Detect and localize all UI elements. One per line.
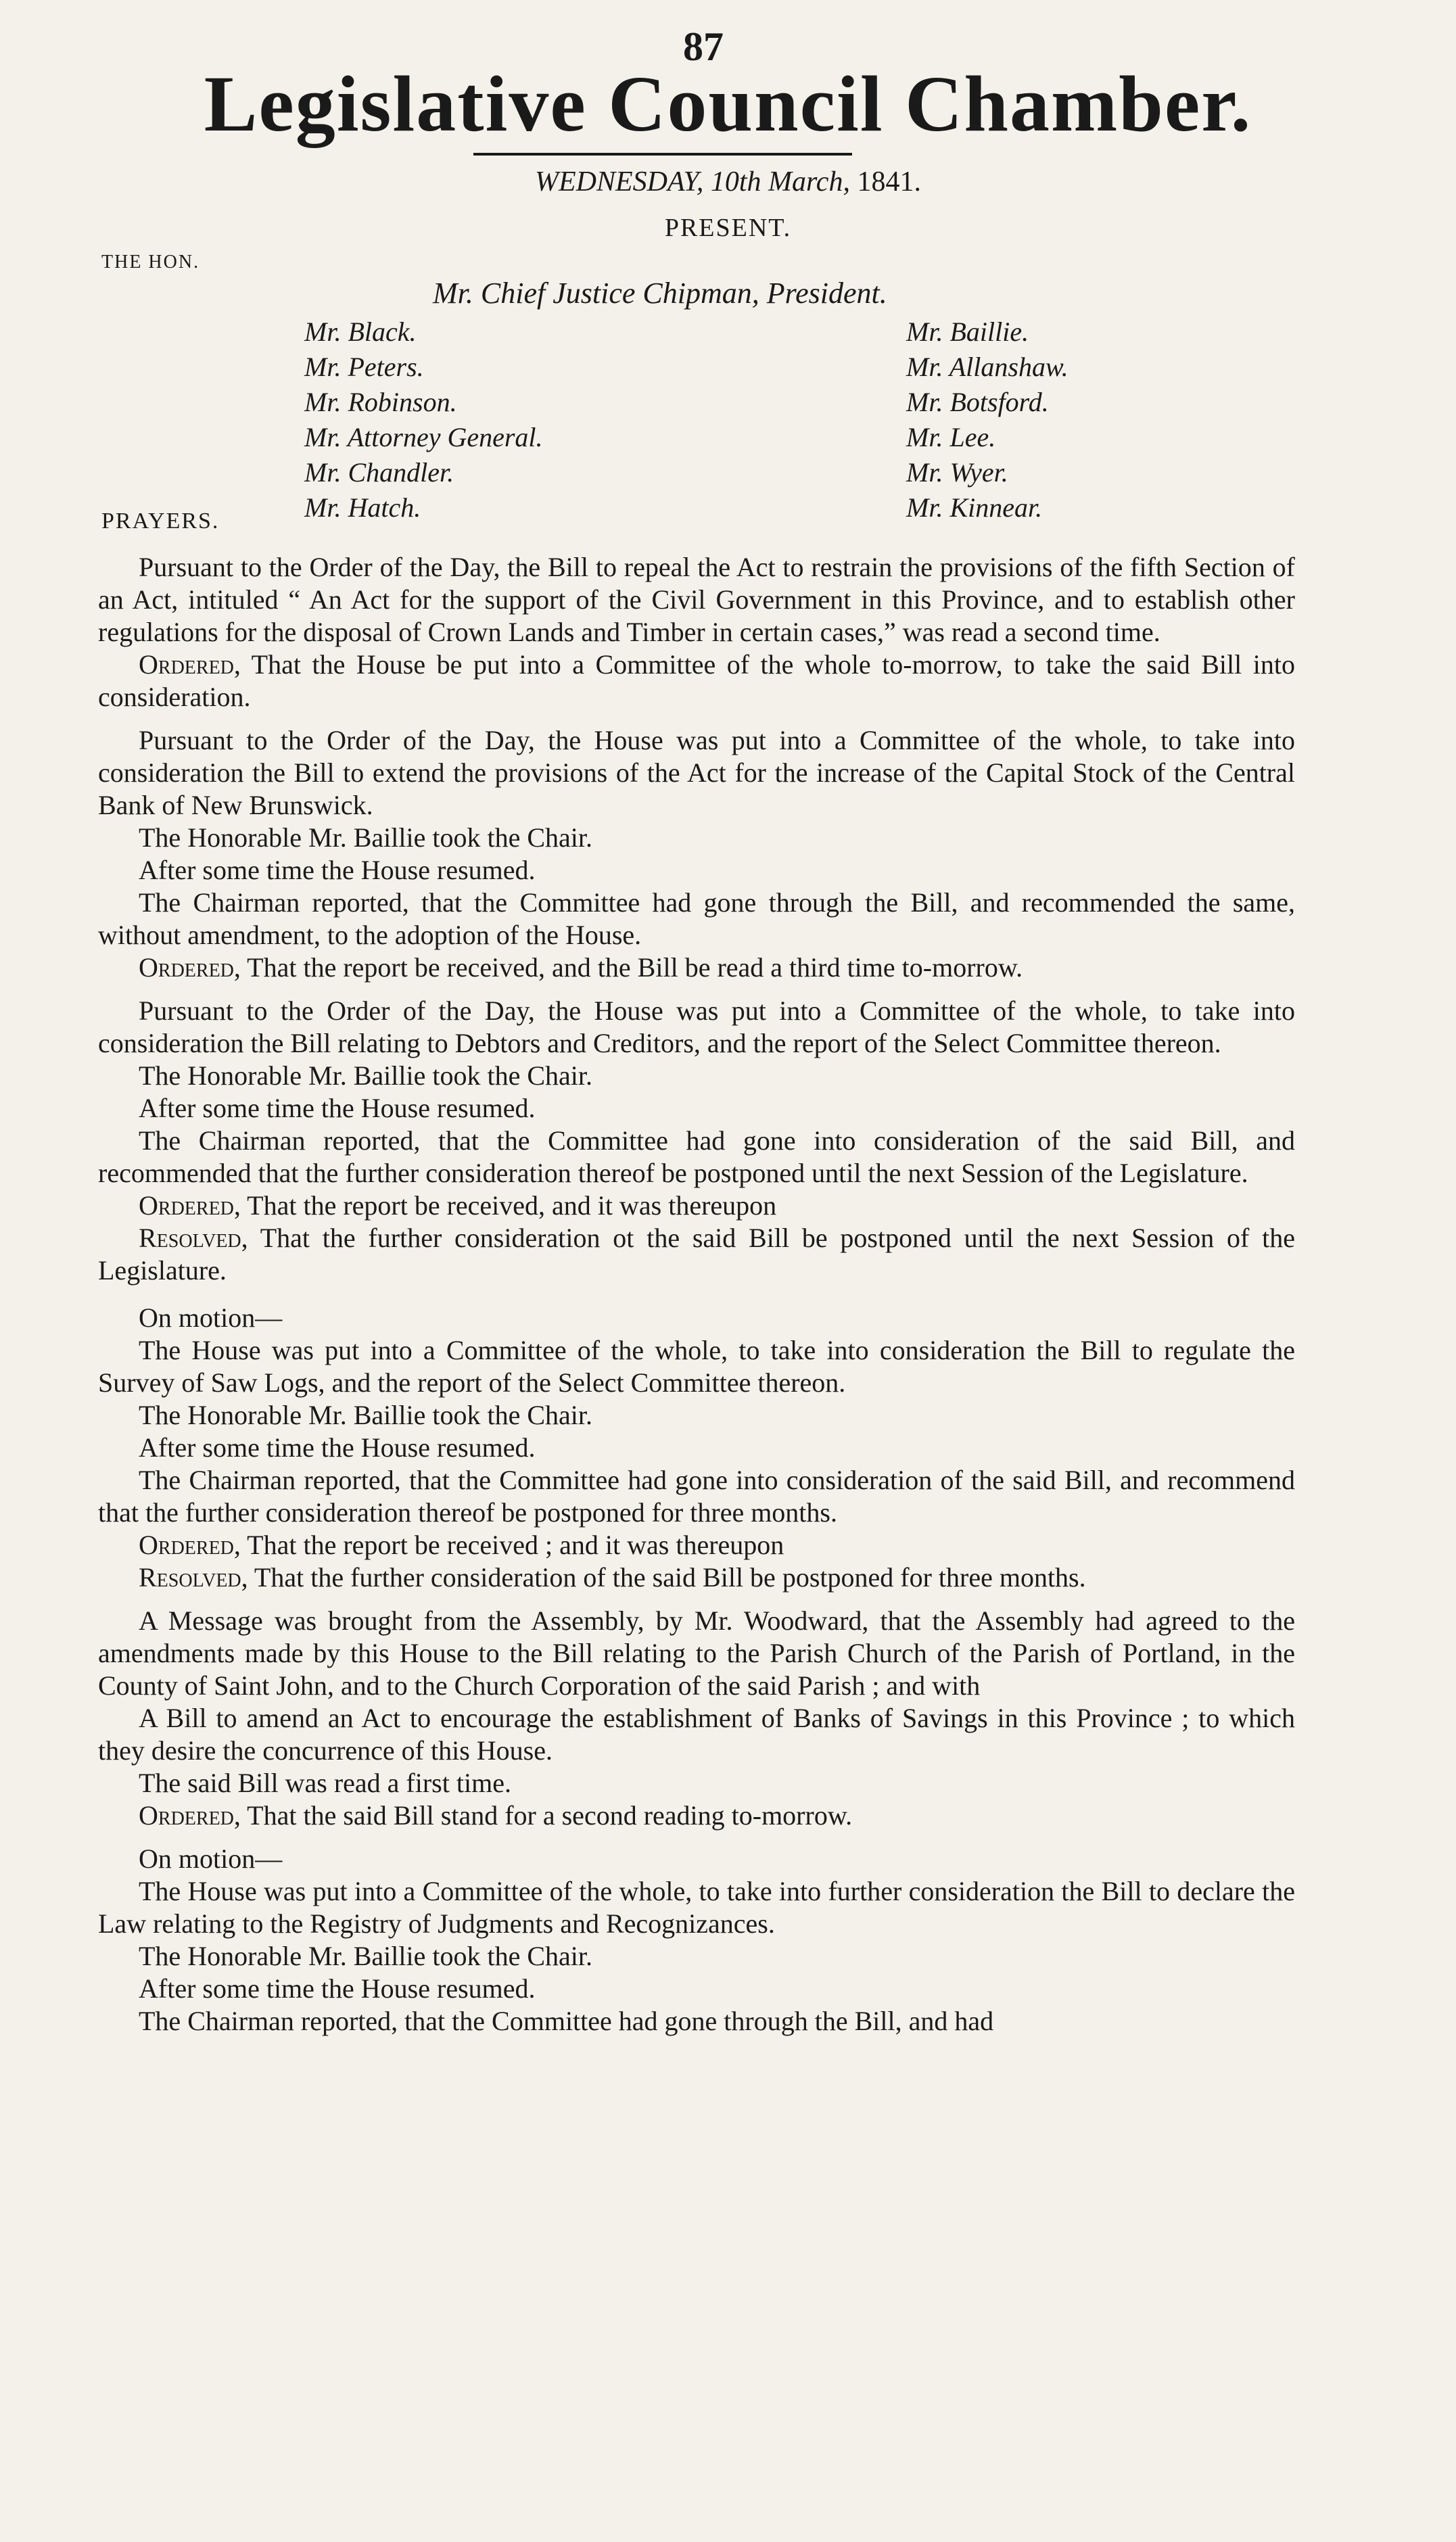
page-title: Legislative Council Chamber. (204, 60, 1252, 148)
member-name: Mr. Attorney General. (304, 422, 543, 452)
member-name: Mr. Peters. (304, 352, 424, 382)
paragraph: Resolved, That the further consideration of the said Bill be postponed for three months. (139, 1562, 1086, 1593)
member-name: Mr. Kinnear. (906, 492, 1043, 523)
resolved-label: Resolved, (139, 1562, 248, 1593)
member-name: Mr. Black. (304, 316, 417, 347)
paragraph: Ordered, That the report be received, and it was thereupon (139, 1190, 777, 1221)
paragraph: The House was put into a Committee of the whole, to take into consideration the Bill to regulate the Survey of Saw Logs, and the report of the Select Committee thereon. (98, 1335, 1295, 1398)
paragraph: The Honorable Mr. Baillie took the Chair. (139, 1060, 592, 1091)
paragraph: The Chairman reported, that the Committee had gone into consideration of the said Bill, and recommended that the further consideration thereof be postponed until the next Session of the Legislature. (98, 1125, 1295, 1188)
title-rule (473, 153, 852, 156)
paragraph: The House was put into a Committee of the whole, to take into further consideration the Bill to declare the Law relating to the Registry of Judgments and Recognizances. (98, 1876, 1295, 1939)
paragraph: On motion— (139, 1843, 283, 1874)
paragraph: The Honorable Mr. Baillie took the Chair. (139, 822, 592, 853)
ordered-label: Ordered, (139, 1530, 241, 1560)
date-year: 1841. (849, 166, 921, 197)
member-name: Mr. Lee. (906, 422, 996, 452)
paragraph: After some time the House resumed. (139, 855, 536, 885)
paragraph: The said Bill was read a first time. (139, 1768, 511, 1798)
paragraph: The Honorable Mr. Baillie took the Chair. (139, 1941, 592, 1971)
paragraph: Pursuant to the Order of the Day, the House was put into a Committee of the whole, to take into consideration the Bill to extend the provisions of the Act for the increase of the Capital Stock of the Central Bank of New Brunswick. (98, 725, 1295, 820)
member-name: Mr. Robinson. (304, 387, 457, 417)
paragraph: After some time the House resumed. (139, 1432, 536, 1463)
president-line: Mr. Chief Justice Chipman, President. (433, 277, 887, 310)
member-name: Mr. Botsford. (906, 387, 1049, 417)
session-date (0, 166, 1456, 198)
resolved-label: Resolved, (139, 1223, 248, 1253)
paragraph: On motion— (139, 1302, 283, 1333)
paragraph: After some time the House resumed. (139, 1093, 536, 1123)
member-name: Mr. Allanshaw. (906, 352, 1068, 382)
paragraph: After some time the House resumed. (139, 1973, 536, 2004)
paragraph: A Bill to amend an Act to encourage the establishment of Banks of Savings in this Province ; to which they desire the concurrence of this House. (98, 1703, 1295, 1766)
paragraph: The Chairman reported, that the Committee had gone through the Bill, and had (139, 2006, 994, 2036)
date-day: WEDNESDAY, (535, 166, 704, 197)
member-name: Mr. Baillie. (906, 316, 1029, 347)
paragraph: Pursuant to the Order of the Day, the House was put into a Committee of the whole, to take into consideration the Bill relating to Debtors and Creditors, and the report of the Select Committee thereon. (98, 995, 1295, 1058)
paragraph: The Honorable Mr. Baillie took the Chair. (139, 1400, 592, 1430)
present-label: PRESENT. (664, 214, 792, 242)
date-date: 10th March, (710, 166, 850, 197)
ordered-label: Ordered, (139, 952, 241, 983)
page-number: 87 (683, 24, 724, 69)
paragraph: The Chairman reported, that the Committee had gone through the Bill, and recommended the same, without amendment, to the adoption of the House. (98, 887, 1295, 950)
members-right-column (906, 314, 1068, 525)
paragraph: Ordered, That the House be put into a Committee of the whole to-morrow, to take the said Bill into consideration. (98, 649, 1295, 712)
paragraph: Ordered, That the said Bill stand for a second reading to-morrow. (139, 1800, 853, 1831)
paragraph: Pursuant to the Order of the Day, the Bill to repeal the Act to restrain the provisions of the fifth Section of an Act, intituled “ An Act for the support of the Civil Government in this Province, and to establish other regulations for the disposal of Crown Lands and Timber in certain cases,” was read a second time. (98, 552, 1295, 647)
ordered-label: Ordered, (139, 1190, 241, 1221)
the-hon-label: THE HON. (101, 252, 200, 273)
paragraph: The Chairman reported, that the Committee had gone into consideration of the said Bill, and recommend that the further consideration thereof be postponed for three months. (98, 1465, 1295, 1528)
ordered-label: Ordered, (139, 649, 241, 680)
proceedings-body (98, 551, 1295, 2038)
paragraph: Ordered, That the report be received, and the Bill be read a third time to-morrow. (139, 952, 1023, 983)
member-name: Mr. Hatch. (304, 492, 421, 523)
member-name: Mr. Wyer. (906, 457, 1008, 488)
paragraph: Ordered, That the report be received ; and it was thereupon (139, 1530, 784, 1560)
prayers-label: PRAYERS. (101, 509, 220, 534)
paragraph: Resolved, That the further consideration ot the said Bill be postponed until the next Session of the Legislature. (98, 1223, 1295, 1286)
members-left-column (304, 314, 543, 525)
member-name: Mr. Chandler. (304, 457, 454, 488)
paragraph: A Message was brought from the Assembly, by Mr. Woodward, that the Assembly had agreed to the amendments made by this House to the Bill relating to the Parish Church of the Parish of Portland, in the County of Saint John, and to the Church Corporation of the said Parish ; and with (98, 1605, 1295, 1701)
ordered-label: Ordered, (139, 1800, 241, 1831)
